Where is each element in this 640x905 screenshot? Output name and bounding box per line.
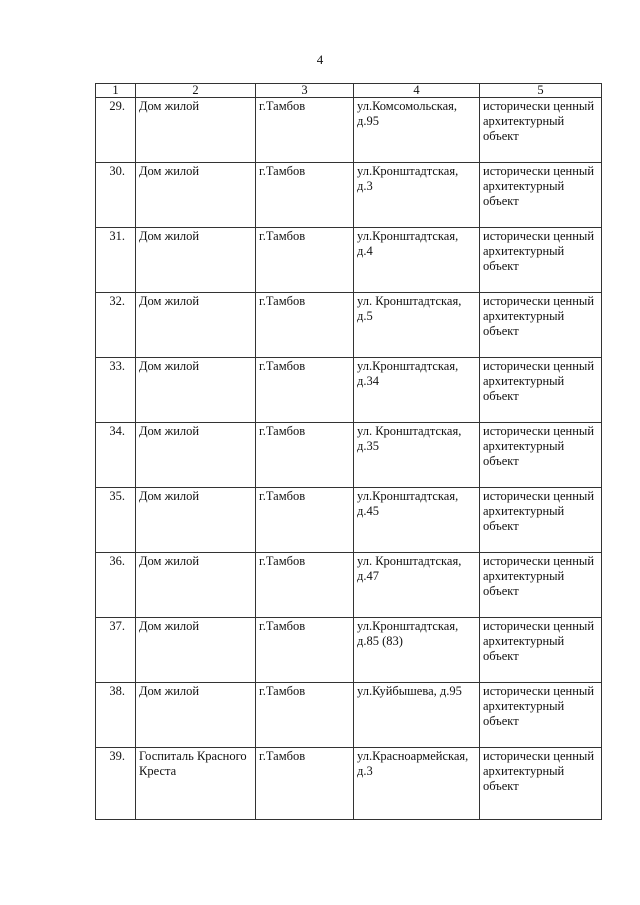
- object-name: Дом жилой: [136, 423, 256, 488]
- object-address: ул.Комсомольская, д.95: [354, 98, 480, 163]
- table-row: [96, 228, 602, 293]
- column-header-3: 3: [256, 84, 354, 98]
- table-row: [96, 683, 602, 748]
- object-address: ул.Кронштадтская, д.45: [354, 488, 480, 553]
- column-header-2: 2: [136, 84, 256, 98]
- row-number: 38.: [96, 683, 136, 748]
- row-number: 37.: [96, 618, 136, 683]
- row-number: 32.: [96, 293, 136, 358]
- row-number: 30.: [96, 163, 136, 228]
- row-number: 33.: [96, 358, 136, 423]
- object-category: исторически ценный архитектурный объект: [480, 488, 602, 553]
- object-category: исторически ценный архитектурный объект: [480, 358, 602, 423]
- object-name: Дом жилой: [136, 553, 256, 618]
- table-row: [96, 358, 602, 423]
- column-header-4: 4: [354, 84, 480, 98]
- table-row: [96, 423, 602, 488]
- object-address: ул.Куйбышева, д.95: [354, 683, 480, 748]
- heritage-objects-table: [95, 83, 602, 820]
- table-row: [96, 553, 602, 618]
- object-name: Дом жилой: [136, 293, 256, 358]
- object-city: г.Тамбов: [256, 98, 354, 163]
- row-number: 39.: [96, 748, 136, 820]
- object-city: г.Тамбов: [256, 358, 354, 423]
- object-address: ул.Кронштадтская, д.3: [354, 163, 480, 228]
- object-name: Дом жилой: [136, 618, 256, 683]
- object-category: исторически ценный архитектурный объект: [480, 683, 602, 748]
- table-row: [96, 98, 602, 163]
- page-number: 4: [316, 52, 324, 67]
- table-row: [96, 618, 602, 683]
- object-address: ул.Красноармейская, д.3: [354, 748, 480, 820]
- object-city: г.Тамбов: [256, 293, 354, 358]
- object-city: г.Тамбов: [256, 163, 354, 228]
- row-number: 31.: [96, 228, 136, 293]
- object-city: г.Тамбов: [256, 423, 354, 488]
- object-name: Дом жилой: [136, 683, 256, 748]
- object-city: г.Тамбов: [256, 683, 354, 748]
- row-number: 29.: [96, 98, 136, 163]
- column-header-5: 5: [480, 84, 602, 98]
- object-category: исторически ценный архитектурный объект: [480, 163, 602, 228]
- table-row: [96, 163, 602, 228]
- object-name: Дом жилой: [136, 228, 256, 293]
- object-name: Госпиталь Красного Креста: [136, 748, 256, 820]
- object-address: ул.Кронштадтская, д.4: [354, 228, 480, 293]
- object-name: Дом жилой: [136, 358, 256, 423]
- object-address: ул.Кронштадтская, д.34: [354, 358, 480, 423]
- object-address: ул. Кронштадтская, д.5: [354, 293, 480, 358]
- table-row: [96, 293, 602, 358]
- object-category: исторически ценный архитектурный объект: [480, 228, 602, 293]
- object-category: исторически ценный архитектурный объект: [480, 553, 602, 618]
- table-row: [96, 488, 602, 553]
- object-address: ул. Кронштадтская, д.35: [354, 423, 480, 488]
- row-number: 34.: [96, 423, 136, 488]
- object-address: ул. Кронштадтская, д.47: [354, 553, 480, 618]
- object-name: Дом жилой: [136, 163, 256, 228]
- table-header-row: [96, 84, 602, 98]
- object-city: г.Тамбов: [256, 618, 354, 683]
- object-category: исторически ценный архитектурный объект: [480, 618, 602, 683]
- object-name: Дом жилой: [136, 488, 256, 553]
- object-address: ул.Кронштадтская, д.85 (83): [354, 618, 480, 683]
- object-name: Дом жилой: [136, 98, 256, 163]
- object-category: исторически ценный архитектурный объект: [480, 293, 602, 358]
- object-category: исторически ценный архитектурный объект: [480, 423, 602, 488]
- row-number: 36.: [96, 553, 136, 618]
- object-category: исторически ценный архитектурный объект: [480, 98, 602, 163]
- object-category: исторически ценный архитектурный объект: [480, 748, 602, 820]
- object-city: г.Тамбов: [256, 553, 354, 618]
- object-city: г.Тамбов: [256, 488, 354, 553]
- column-header-1: 1: [96, 84, 136, 98]
- table-row: [96, 748, 602, 820]
- row-number: 35.: [96, 488, 136, 553]
- object-city: г.Тамбов: [256, 748, 354, 820]
- object-city: г.Тамбов: [256, 228, 354, 293]
